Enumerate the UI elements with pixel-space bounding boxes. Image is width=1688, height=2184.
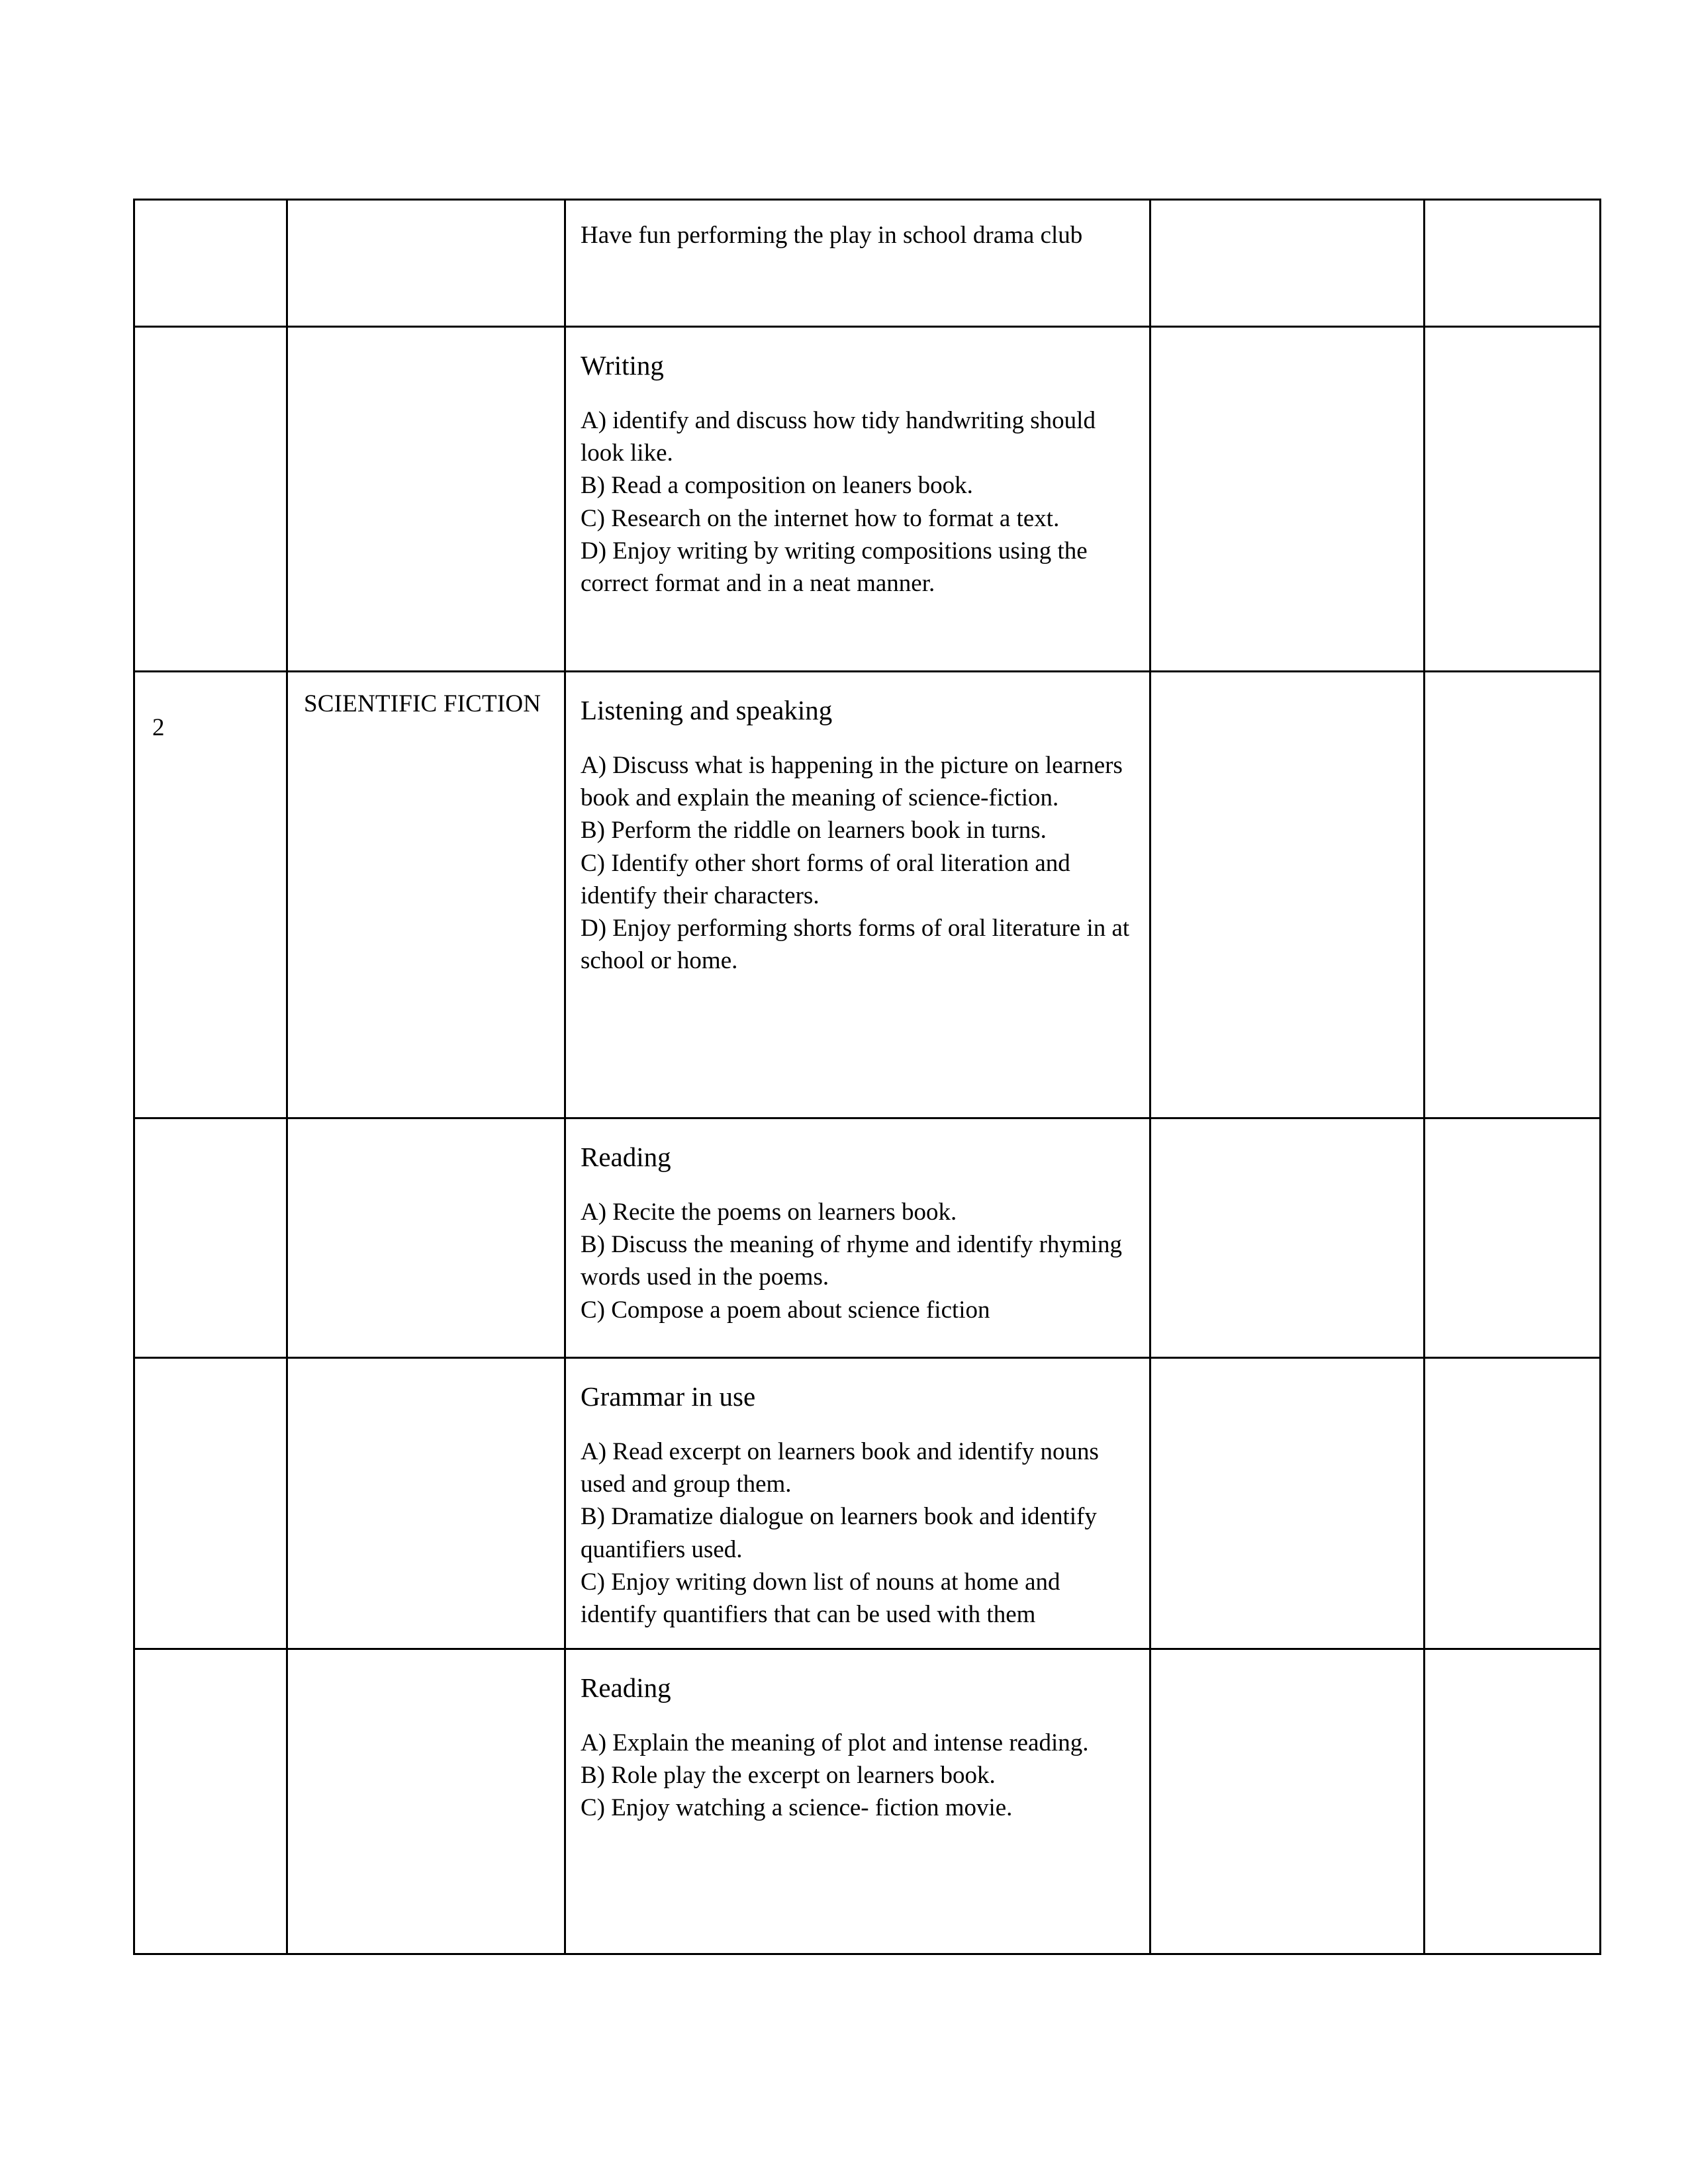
outcome-item: A) Read excerpt on learners book and identify nouns used and group them. [581, 1438, 1099, 1498]
outcome-item: C) Enjoy writing down list of nouns at home and identify quantifiers that can be used with them [581, 1568, 1060, 1629]
section-heading: Writing [581, 350, 664, 381]
cell-column-four [1150, 1358, 1425, 1649]
outcomes-container [566, 672, 1149, 987]
section-heading: Grammar in use [581, 1381, 756, 1412]
cell-column-five [1425, 1118, 1601, 1358]
strand-label [288, 201, 564, 216]
outcome-item: B) Discuss the meaning of rhyme and identify rhyming words used in the poems. [581, 1231, 1122, 1291]
cell-column-five [1425, 1649, 1601, 1954]
cell-number [134, 200, 287, 327]
cell-strand [287, 1118, 565, 1358]
cell-strand [287, 672, 565, 1118]
section-heading: Reading [581, 1142, 671, 1172]
strand-label [288, 328, 564, 343]
strand-label [288, 1119, 564, 1135]
outcome-list [581, 1196, 1137, 1326]
row-number [135, 1119, 286, 1159]
outcome-item: A) identify and discuss how tidy handwriting should look like. [581, 407, 1096, 467]
outcome-item: C) Research on the internet how to format a text. [581, 504, 1060, 532]
cell-column-five [1425, 200, 1601, 327]
cell-column-five [1425, 1358, 1601, 1649]
cell-column-five [1425, 672, 1601, 1118]
cell-column-four [1150, 200, 1425, 327]
cell-learning-outcomes [565, 1649, 1150, 1954]
row-number [135, 201, 286, 240]
outcome-list [581, 749, 1137, 977]
outcome-item: A) Explain the meaning of plot and intense reading. [581, 1729, 1089, 1757]
cell-learning-outcomes [565, 672, 1150, 1118]
cell-number [134, 1358, 287, 1649]
outcomes-container [566, 1119, 1149, 1337]
outcome-item: D) Enjoy writing by writing compositions using the correct format and in a neat manner. [581, 537, 1088, 598]
strand-label: SCIENTIFIC FICTION [304, 690, 541, 717]
cell-learning-outcomes [565, 1118, 1150, 1358]
table-row [134, 672, 1601, 1118]
section-heading: Listening and speaking [581, 695, 833, 725]
table-row [134, 1358, 1601, 1649]
outcome-item: C) Identify other short forms of oral literation and identify their characters. [581, 849, 1070, 909]
outcomes-container [566, 1359, 1149, 1641]
cell-strand [287, 200, 565, 327]
table-row [134, 1649, 1601, 1954]
cell-column-four [1150, 1649, 1425, 1954]
table-row [134, 200, 1601, 327]
outcomes-container [566, 201, 1149, 263]
row-number: 2 [152, 714, 165, 741]
cell-learning-outcomes [565, 327, 1150, 672]
strand-label [288, 1650, 564, 1666]
section-heading: Reading [581, 1672, 671, 1703]
table-row [134, 1118, 1601, 1358]
outcomes-container [566, 328, 1149, 610]
outcome-item: C) Enjoy watching a science- fiction movie. [581, 1794, 1013, 1822]
cell-learning-outcomes [565, 1358, 1150, 1649]
cell-number [134, 1118, 287, 1358]
outcome-list [581, 1727, 1137, 1825]
cell-column-four [1150, 1118, 1425, 1358]
outcome-list [581, 404, 1137, 600]
cell-column-four [1150, 327, 1425, 672]
cell-strand [287, 1649, 565, 1954]
outcome-item: A) Discuss what is happening in the picture on learners book and explain the meaning of science-fiction. [581, 752, 1123, 812]
cell-learning-outcomes [565, 200, 1150, 327]
cell-column-five [1425, 327, 1601, 672]
outcome-item: B) Perform the riddle on learners book in turns. [581, 817, 1047, 844]
row-number [135, 1650, 286, 1690]
lead-text: Have fun performing the play in school drama club [581, 222, 1083, 249]
cell-number [134, 327, 287, 672]
outcome-item: C) Compose a poem about science fiction [581, 1296, 990, 1324]
cell-column-four [1150, 672, 1425, 1118]
cell-number [134, 672, 287, 1118]
outcome-item: A) Recite the poems on learners book. [581, 1199, 957, 1226]
outcome-item: B) Dramatize dialogue on learners book and identify quantifiers used. [581, 1503, 1097, 1563]
outcome-item: B) Role play the excerpt on learners book. [581, 1762, 996, 1790]
cell-strand [287, 1358, 565, 1649]
cell-number [134, 1649, 287, 1954]
scheme-of-work-table [133, 199, 1601, 1955]
outcome-list [581, 1435, 1137, 1631]
strand-label [288, 1359, 564, 1375]
table-row [134, 327, 1601, 672]
cell-strand [287, 327, 565, 672]
row-number [135, 328, 286, 367]
row-number [135, 1359, 286, 1398]
outcomes-container [566, 1650, 1149, 1835]
outcome-item: D) Enjoy performing shorts forms of oral literature in at school or home. [581, 915, 1130, 975]
outcome-item: B) Read a composition on leaners book. [581, 472, 973, 500]
